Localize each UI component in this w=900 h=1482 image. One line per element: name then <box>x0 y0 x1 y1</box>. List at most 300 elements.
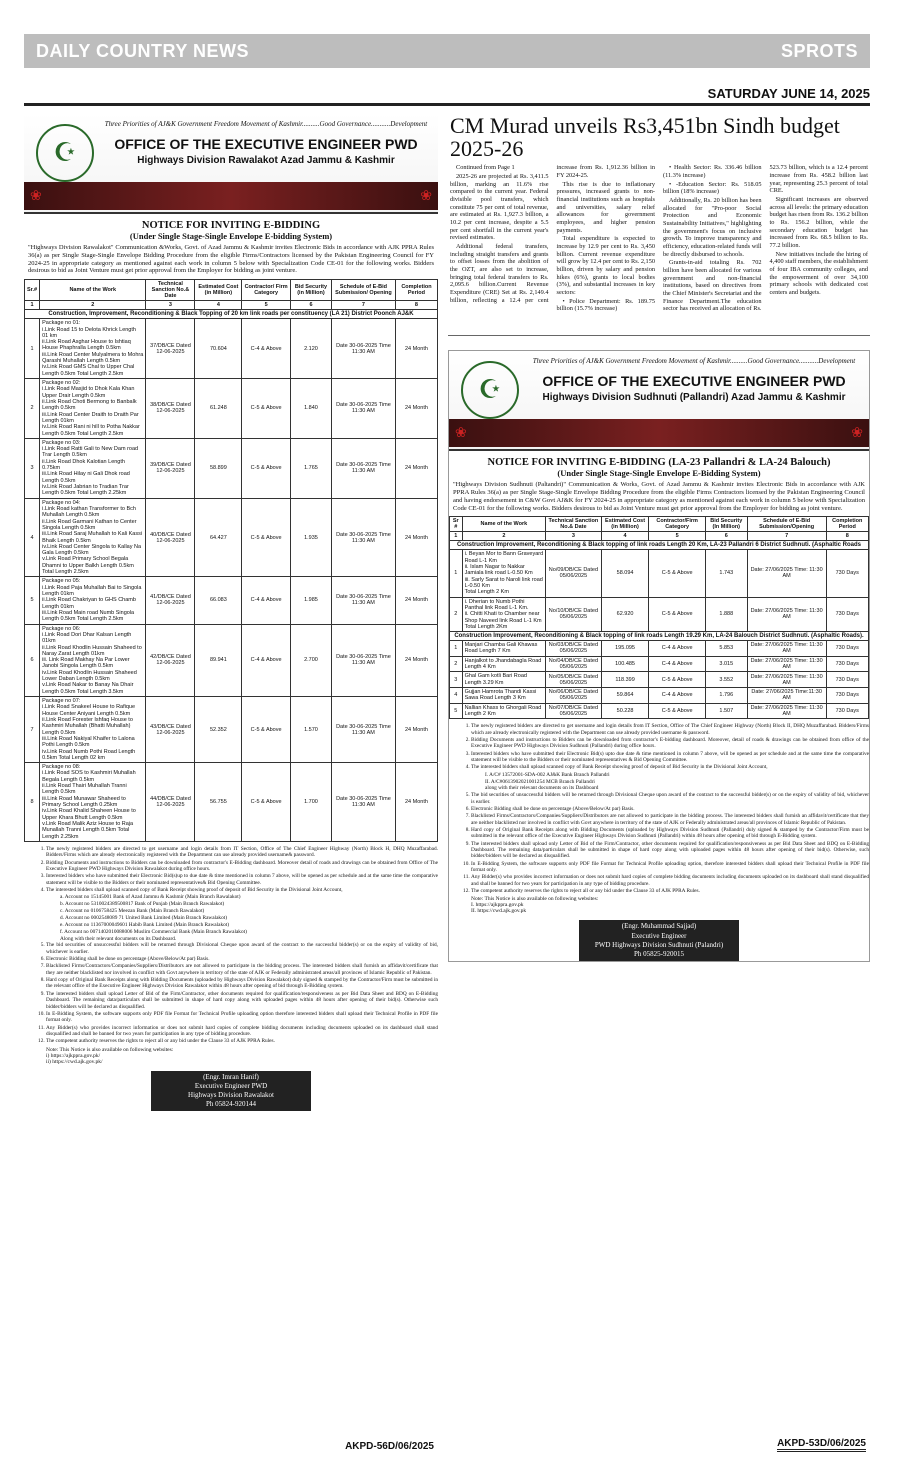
note-label: Note: This Notice is also available on following websites: <box>471 896 599 903</box>
signatory-office: Highways Division Rawalakot <box>188 1090 274 1099</box>
serial-cell: 5 <box>450 703 463 719</box>
article-paragraph: • Health Sector: Rs. 336.46 billion (11.3% increase) <box>663 164 762 179</box>
instruction-item: 10. In E-Bidding System, the software supports only PDF file Format for Technical Profile uploading option, therefore interested bidders shall upload their Technical Profile in PDF file format only. <box>471 861 869 874</box>
column-header: Name of the Work <box>40 280 146 301</box>
ts-cell: 43/DB/CE Dated 12-06-2025 <box>146 697 195 763</box>
sched-cell: Date 30-06-2025 Time 11:30 AM <box>331 763 395 842</box>
websites-note <box>449 896 869 914</box>
sched-cell: Date: 27/06/2025 Time: 11:30 AM <box>747 597 826 632</box>
rawalakot-notice <box>24 114 438 1482</box>
work-line: Ghal Gam kotli Bari Road Length 3.29 Km <box>464 673 527 686</box>
work-line: Nallian Khass to Ghorgali Road Length 2 Km <box>464 704 542 717</box>
serial-cell: 4 <box>450 688 463 704</box>
ts-cell: No/04/DB/CE Dated 05/06/2025 <box>546 656 601 672</box>
table-row <box>450 641 869 657</box>
article-paragraph: • -Education Sector: Rs. 518.05 billion (18% increase) <box>663 180 762 196</box>
instruction-item: 7. Blacklisted Firms/Contractors/Companies/Suppliers/Distributors are not allowed to participate in the bidding process. The interested bidders shall furnish an affidavit/certificate that they are neither blacklisted nor involved in conflict with Govt anywhere in territory of the state of AJK or Federally administrated areas/all provinces of Islamic Republic of Pakistan. <box>46 963 438 976</box>
work-line: ii.Link Road Garmani Kathan to Center Singola Length 0.5km <box>42 518 137 531</box>
column-number: 5 <box>242 301 291 310</box>
sched-cell: Date: 27/06/2025 Time: 11:30 AM <box>747 672 826 688</box>
article-body <box>448 164 870 336</box>
cost-cell: 50.228 <box>601 703 649 719</box>
column-header: Technical Sanction No.& Date <box>146 280 195 301</box>
instruction-item: 5. The bid securities of unsuccessful bidders will be returned through Divisional Cheque upon award of the contract to the successful bidder(s) or on the expiry of validity of bid, whichever is earlier. <box>46 942 438 955</box>
office-title: OFFICE OF THE EXECUTIVE ENGINEER PWD <box>114 136 418 152</box>
cost-cell: 62.920 <box>601 597 649 632</box>
sched-cell: Date 30-06-2025 Time 11:30 AM <box>331 624 395 696</box>
bid-cell: 1.935 <box>290 498 331 577</box>
bid-cell: 2.700 <box>290 624 331 696</box>
section-title: Construction Improvement, Reconditioning & Black topping of link roads Length 19.29 Km, LA-24 Balouch District Sudhnuti. (Asphaltic Roads). <box>450 632 869 641</box>
work-line: iii.Link Road Nakiyal Khaifer to Lalona Pothi Length 0.5km <box>42 735 135 749</box>
signatory-phone: Ph 05825-920015 <box>634 949 684 958</box>
ts-cell: No/07/DB/CE Dated 05/06/2025 <box>546 703 601 719</box>
work-line: iv.Link Road Khalid Shaheen House to Upper Khara Bhutt Length 0.5km <box>42 808 136 821</box>
table-row <box>25 763 438 842</box>
cost-cell: 58.094 <box>601 550 649 597</box>
article-headline[interactable]: CM Murad unveils Rs3,451bn Sindh budget 2025-26 <box>450 114 840 162</box>
serial-cell: 1 <box>450 641 463 657</box>
article-paragraph: New initiatives include the hiring of 4,400 staff members, the establishment of four IBA community colleges, and the empowerment of over 34,100 primary schools with dedicated cost centers and budgets. <box>769 250 869 296</box>
article-paragraph: • Police Department: Rs. 189.75 billion (15.7% increase) <box>556 297 655 313</box>
instruction-item: 5. The bid securities of unsuccessful bidders will be returned through Divisional Cheque upon award of the contract to the successful bidder(s) or on the expiry of validity of bid, whichever is earlier. <box>471 792 869 805</box>
work-name-cell <box>40 697 146 763</box>
section-title: Construction Improvement, Reconditioning & Black topping of link roads Length 20 Km, LA-23 Pallandri 6 District Sudhnuti. (Asphaltic Roads <box>450 541 869 550</box>
instruction-item: 12. The competent authority reserves the rights to reject all or any bid under the Clause 33 of AJK PPRA Rules. <box>471 888 869 894</box>
bid-cell: 1.743 <box>705 550 747 597</box>
notice-subtitle: (Under Single Stage-Single Envelope E-Bidding System) <box>557 468 761 479</box>
table-row <box>450 656 869 672</box>
work-line: Package no 03: <box>42 439 81 446</box>
section-name: SPROTS <box>780 40 858 61</box>
section-row <box>450 632 869 641</box>
division-title: Highways Division Rawalakot Azad Jammu & Kashmir <box>137 155 395 166</box>
sched-cell: Date: 27/06/2025 Time:11:30 AM <box>747 688 826 704</box>
article-paragraph: Significant increases are observed across all levels: the primary education budget has risen from Rs. 136.2 billion to Rs. 156.2 billion, while the secondary education budget has increased from Rs. 68.5 billion to Rs. 77.2 billion. <box>769 195 868 249</box>
work-name-cell <box>40 319 146 379</box>
work-name-cell <box>462 656 546 672</box>
work-line: ii.Link Road Dhok Kalotian Length 0.75km <box>42 458 125 472</box>
work-name-cell <box>40 624 146 696</box>
column-header: Schedule of E-Bid Submission/ Opening <box>331 280 395 301</box>
sched-cell: Date 30-06-2025 Time 11:30 AM <box>331 319 395 379</box>
work-line: iv.Link Road Numb Pothi Road Length 0.5km Total Length 02 km <box>42 748 136 761</box>
cost-cell: 58.899 <box>195 438 242 498</box>
table-row <box>450 703 869 719</box>
column-header: Technical Sanction No.& Date <box>546 517 601 532</box>
signatory-title: Executive Engineer PWD <box>194 1081 268 1090</box>
sched-cell: Date 30-06-2025 Time 11:30 AM <box>331 498 395 577</box>
ts-cell: No/06/DB/CE Dated 05/06/2025 <box>546 688 601 704</box>
instruction-item: 8. Hard copy of Original Bank Receipts along with Bidding Documents (uploaded by Highways Division Rawalakot) duly signed & stamped by the Contractor/Firm must be submitted in the relevant office of the Executive Engineer Highways Division Rawalakot within 48 hours after opening of bid through E-Bidding system. <box>46 977 438 990</box>
instruction-item: 4. The interested bidders shall upload scanned copy of Bank Receipt showing proof of deposit of Bid Security in the Divisional Joint Account, <box>471 764 869 770</box>
table-row <box>25 624 438 696</box>
work-line: Gujjan Hamrota Thandi Kassi Sawa Road Length 3 Km <box>464 689 537 702</box>
work-line: i.Link Road 15 to Delota Khrick Length 01 km <box>42 326 136 339</box>
work-line: iv.Link Road Khodlin Hussain Shaheed Lower Daban Length 0.5km <box>42 669 137 683</box>
instruction-item: 11. Any Bidder(s) who provides incorrect information or does not submit hard copies of complete bidding documents including documents uploaded on its dashboard shall stand disqualified and shall be banned for two years for participation in any type of bidding procedure. <box>471 874 869 887</box>
column-number: 8 <box>395 301 437 310</box>
bid-cell: 1.570 <box>290 697 331 763</box>
work-line: i.Link Road Masjid to Dhok Kala Khan Upper Drair Length 0.5km <box>42 386 135 399</box>
table-row <box>450 672 869 688</box>
ts-cell: No/03/DB/CE Dated 05/06/2025 <box>546 641 601 657</box>
ad-code: AKPD-56D/06/2025 <box>345 1441 434 1452</box>
bank-accounts <box>46 894 438 942</box>
work-name-cell <box>462 641 546 657</box>
period-cell: 24 Month <box>395 319 437 379</box>
signature-block <box>151 1071 311 1111</box>
table-row <box>25 438 438 498</box>
website-link[interactable]: I. https://ajkppra.gov.pk <box>471 902 524 909</box>
work-line: Hanjalkot to Jhandabagla Road Length 4 Km <box>464 657 542 671</box>
work-name-cell <box>40 577 146 624</box>
column-number: 1 <box>25 301 40 310</box>
instruction-item: 3. Interested bidders who have submitted their Electronic Bid(s) upto due date & time mentioned in column 7 above, will be opened as per schedule and at the same time the comparative statement will be visible to the Bidders or their nominated representatives & Bid Opening Committee. <box>471 751 869 764</box>
bid-cell: 1.700 <box>290 763 331 842</box>
serial-cell: 4 <box>25 498 40 577</box>
bank-account: c. Account no 0106758425 Meezan Bank (Main Branch Rawalakot) <box>60 908 205 915</box>
work-line: i.Link Road SOS to Kashmiri Muhallah Begala Length 0.5km <box>42 770 136 783</box>
sched-cell: Date 30-06-2025 Time 11:30 AM <box>331 577 395 624</box>
cat-cell: C-5 & Above <box>649 672 705 688</box>
bank-accounts <box>471 772 869 793</box>
work-line: Package no 01: <box>42 320 81 327</box>
work-line: Package no 05: <box>42 578 81 585</box>
article-paragraph: Grants-in-aid totaling Rs. 702 billion have been allocated for various government and non-financial institutions, based on directives from the Chief Minister's Secretariat and the Finance Department.The education sector has received an allocation of Rs. 523.73 billion, which is a 12.4 percent increase from Rs. 458.2 billion last year, representing 25.3 percent of total CRE. <box>663 164 868 313</box>
bid-cell: 1.796 <box>705 688 747 704</box>
maple-leaf-icon: ❀ <box>420 189 432 204</box>
article-paragraph: Additional federal transfers, including straight transfers and grants to offset losses from the abolition of the OZT, are also set to increase, bringing total federal transfers to Rs. 2,095.6 billion.Current Revenue Expenditure (CRE) Set at Rs. 2,149.4 billion, reflecting a 12.4 per cent increase from Rs. 1,912.36 billion in FY 2024-25. <box>450 164 655 304</box>
maple-leaf-icon: ❀ <box>455 426 467 442</box>
period-cell: 730 Days <box>826 641 869 657</box>
decorative-banner <box>449 419 869 447</box>
bank-account: a. Account no 15145001 Bank of Azad Jammu & Kashmir (Main Branch Rawalakot) <box>60 894 241 901</box>
column-number: 6 <box>290 301 331 310</box>
bid-cell: 1.765 <box>290 438 331 498</box>
column-header: Estimated Cost (in Million) <box>601 517 649 532</box>
office-title: OFFICE OF THE EXECUTIVE ENGINEER PWD <box>542 373 846 390</box>
cost-cell: 100.485 <box>601 656 649 672</box>
column-header: Bid Security (In Million) <box>705 517 747 532</box>
bid-cell: 1.985 <box>290 577 331 624</box>
instruction-item: 2. Bidding Documents and instructions to Bidders can be downloaded from contractor's E-Bidding dashboard. Moreover detail of roads and drawings can be obtained from Office of The Executive Engineer PWD Highways Division Rawalakot during office hours. <box>46 860 438 873</box>
ts-cell: 44/DB/CE Dated 12-06-2025 <box>146 763 195 842</box>
bid-cell: 1.507 <box>705 703 747 719</box>
sched-cell: Date 30-06-2025 Time 11:30 AM <box>331 697 395 763</box>
cat-cell: C-4 & Above <box>649 641 705 657</box>
work-line: Package no 02: <box>42 380 81 386</box>
column-header: Contractor/ Firm Category <box>242 280 291 301</box>
work-line: ii.Link Road Chakriyan to GHS Chamb Length 01km <box>42 597 136 610</box>
column-number: 7 <box>331 301 395 310</box>
website-link[interactable]: ii) https://cwd.ajk.gov.pk/ <box>46 1058 103 1065</box>
priorities-line: Three Priorities of AJ&K Government Freedom Movement of Kashmir..........Good Governance...........Development <box>104 120 428 128</box>
period-cell: 24 Month <box>395 498 437 577</box>
sched-cell: Date 30-06-2025 Time 11:30 AM <box>331 379 395 439</box>
note-label: Note: This Notice is also available on following websites: <box>46 1046 174 1053</box>
work-line: i. Dherian to Numb Pothi Panthal link Road L-1 Km. <box>464 598 529 611</box>
sched-cell: Date 30-06-2025 Time 11:30 AM <box>331 438 395 498</box>
notice-header <box>449 351 869 451</box>
cat-cell: C-4 & Above <box>649 688 705 704</box>
column-header: Name of the Work <box>462 517 546 532</box>
signature-block <box>579 920 739 960</box>
column-header: Completion Period <box>395 280 437 301</box>
bid-cell: 1.888 <box>705 597 747 632</box>
work-line: iii.Link Road Main road Numb Singola Length 0.5km Total Length 2.5km <box>42 609 135 623</box>
cat-cell: C-5 & Above <box>242 379 291 439</box>
work-name-cell <box>462 672 546 688</box>
instruction-item: 1. The newly registered bidders are directed to get username and login details from IT Section, Office of The Chief Engineer Highway (North) Block H, DHQ Muzaffarabad. Bidders/Firms which are already electronically registered with the Department can use already provided username& password. <box>46 846 438 859</box>
table-row <box>25 498 438 577</box>
bid-cell: 3.015 <box>705 656 747 672</box>
works-table <box>449 516 869 719</box>
decorative-banner <box>24 182 438 210</box>
cost-cell: 64.427 <box>195 498 242 577</box>
bank-account: along with their relevant documents on its Dashboard <box>485 785 599 792</box>
instruction-item: 8. Hard copy of Original Bank Receipts along with Bidding Documents (uploaded by Highways Division Sudhnuti (Pallandri) duly signed & stamped by the Contractor/Firm must be submitted in the relevant office of the Executive Engineer Highways Division Sudhnuti (Pallandri) within 48 hours after opening of bid through E-Bidding system. <box>471 827 869 840</box>
notice-title: NOTICE FOR INVITING E-BIDDING <box>141 220 321 231</box>
article-paragraph: This rise is due to inflationary pressures, increased grants to non-financial institutions such as hospitals and universities, salary relief allowances for government employees, and higher pension payments. <box>556 180 655 234</box>
work-line: i.Link Road Paja Muhallah Bai to Singola Length 01km <box>42 584 142 597</box>
column-header: Estimated Cost (in Million) <box>195 280 242 301</box>
article-paragraph: Additionally, Rs. 20 billion has been allocated for "Pro-poor Social Protection and Economic Sustainability Initiatives," highlighting the government's focus on inclusive growth. To improve transparency and efficiency, education-related funds will be directly disbursed to schools. <box>663 196 762 258</box>
table-row <box>450 688 869 704</box>
serial-cell: 1 <box>450 550 463 597</box>
period-cell: 24 Month <box>395 763 437 842</box>
instruction-item: 9. The interested bidders shall upload only Letter of Bid of the Firm/Contractor, other documents required for qualification/responsiveness as per Bid Data Sheet and BDQ on E-Bidding Dashboard. The remaining data/particulars shall be submitted in shape of hard copy along with uploaded pages within 48 hours after opening of their bid(s). Otherwise, such bidder/bidders will be declared as disqualified. <box>471 841 869 860</box>
period-cell: 730 Days <box>826 672 869 688</box>
period-cell: 24 Month <box>395 438 437 498</box>
column-number: 6 <box>705 532 747 541</box>
work-line: Package no 07: <box>42 698 81 704</box>
table-row <box>25 577 438 624</box>
cost-cell: 56.755 <box>195 763 242 842</box>
work-line: iii.Link Road Munawar Shaheed to Primary School Length 0.25km <box>42 795 126 808</box>
work-name-cell <box>462 597 546 632</box>
period-cell: 730 Days <box>826 550 869 597</box>
work-line: ii.Link Road Forester Ishfaq House to Kashmiri Muhallah (Bhatti Muhallah) Length 0.5km <box>42 716 133 736</box>
serial-cell: 6 <box>25 624 40 696</box>
table-row <box>25 379 438 439</box>
maple-leaf-icon: ❀ <box>30 189 42 204</box>
period-cell: 730 Days <box>826 688 869 704</box>
ts-cell: 41/DB/CE Dated 12-06-2025 <box>146 577 195 624</box>
sudhnuti-notice <box>448 350 870 962</box>
article-paragraph: 2025-26 are projected at Rs. 3,411.5 billion, marking an 11.6% rise compared to the current year. Federal divisible pool transfers, which constitute 75 per cent of total revenue, are estimated at Rs. 1,927.3 billion, a 10.2 per cent increase, despite a 5.5 per cent shortfall in the current year's revised estimates. <box>450 172 549 242</box>
column-number: 2 <box>462 532 546 541</box>
bank-account: I. A/C# 13572001-SDA-002 AJ&K Bank Branch Pallandri <box>485 771 610 778</box>
notice-title: NOTICE FOR INVITING E-BIDDING (LA-23 Pallandri & LA-24 Balouch) <box>487 457 831 469</box>
work-line: Total Length 2Km <box>464 623 508 630</box>
bank-account: b. Account no 5310024389500817 Bank of Punjab (Main Branch Rawalakot) <box>60 901 225 908</box>
period-cell: 730 Days <box>826 703 869 719</box>
work-line: iii.Link Road Center Draith to Draith Par Length 01km <box>42 411 139 424</box>
period-cell: 24 Month <box>395 697 437 763</box>
work-line: iii.Link Road Hilay ni Gali Dhok road Length 0.5km <box>42 471 130 484</box>
cost-cell: 70.604 <box>195 319 242 379</box>
bid-cell: 2.120 <box>290 319 331 379</box>
cost-cell: 118.399 <box>601 672 649 688</box>
signatory-phone: Ph 05824-920144 <box>206 1099 256 1108</box>
column-header: Schedule of E-Bid Submission/Opening <box>747 517 826 532</box>
instruction-item: 12. The competent authority reserves the rights to reject all or any bid under the Clause 33 of AJK PPRA Rules. <box>46 1038 438 1044</box>
cost-cell: 59.864 <box>601 688 649 704</box>
cost-cell: 66.083 <box>195 577 242 624</box>
work-line: iii.Link Road Saraj Muhallah to Kali Kassi Bhaik Length 0.5km <box>42 531 143 544</box>
work-line: i.Link Road Snakeel House to Rafique House Center Aniyani Length 0.5km <box>42 704 136 717</box>
work-name-cell <box>462 688 546 704</box>
work-name-cell <box>40 379 146 439</box>
column-number: 3 <box>146 301 195 310</box>
period-cell: 24 Month <box>395 577 437 624</box>
instruction-item: 4. The interested bidders shall upload scanned copy of Bank Receipt showing proof of deposit of Bid Security in the Divisional Joint Account, <box>46 887 438 893</box>
works-table <box>24 279 438 842</box>
paper-name: DAILY COUNTRY NEWS <box>36 40 250 61</box>
ts-cell: No/09/DB/CE Dated 05/06/2025 <box>546 550 601 597</box>
column-header: Bid Security (in Million) <box>290 280 331 301</box>
instruction-item: 2. Bidding Documents and instructions to Bidders can be downloaded from contractor's E-bidding dashboard. Moreover, detail of roads & drawings can be obtained from office of the Executive Engineer PWD Highways Division Sudhnuti (Pallandri) during office hours. <box>471 737 869 750</box>
instruction-item: 3. Interested bidders who have submitted their Electronic Bid(s)up to due date & time mentioned in column 7 above, will be opened as per schedule and at the same time the comparative statement will be visible to the Bidders or their nominated representatives& Bid Opening Committee. <box>46 873 438 886</box>
sched-cell: Date: 27/06/2025 Time: 11:30 AM <box>747 550 826 597</box>
websites-note <box>24 1047 438 1065</box>
column-number: 4 <box>601 532 649 541</box>
cat-cell: C-5 & Above <box>649 597 705 632</box>
column-header: Contractor/Firm Category <box>649 517 705 532</box>
notice-header <box>24 114 438 214</box>
work-line: iii. Sarly Sarat to Naroli link road L-0.50 Km <box>464 576 543 589</box>
signatory-name: (Engr. Imran Hanif) <box>203 1072 259 1081</box>
cat-cell: C-5 & Above <box>242 438 291 498</box>
instruction-item: 1. The newly registered bidders are directed to get username and login details from IT Section, Office of The Chief Engineer Highway (North) Block II, DHQ Muzaffarabad. Bidders/Firms which are already electronically registered with the Department can use already provided username & password. <box>471 723 869 736</box>
period-cell: 730 Days <box>826 597 869 632</box>
bid-cell: 3.552 <box>705 672 747 688</box>
table-row <box>25 319 438 379</box>
period-cell: 730 Days <box>826 656 869 672</box>
signatory-name: (Engr. Muhammad Sajjad) <box>621 922 697 931</box>
work-line: i.Link Road Ratti Gali to New Dam road Trar Length 0.5km <box>42 446 139 459</box>
work-line: iv.Link Road Center Singola to Kallay Na Gala Length 0.5km <box>42 543 142 557</box>
ajk-emblem-icon: ☪ <box>461 361 519 419</box>
work-line: Manjari Chamba Gali Khawas Road Length 7 Km <box>464 642 538 655</box>
cost-cell: 195.095 <box>601 641 649 657</box>
notice-intro: "Highways Division Sudhnuti (Paltandri)" Communication & Works, Govt. of Azad Jammu & Kashmir invites Electronic Bids in accordance with AJK PPRA Rules 36(a) as per Single Stage-Single Envelope Bidding Procedure from the eligible Firms Contractors licensed by the Pakistan Engineering Council and having endorsement in C&W Govt AJ&K for FY 2024-25 in appropriate category as mentioned against each work in column 5 below with Specialization Code CE-01 for the following works. Bidders desirous to bid as Joint Venture must get prior approval from the Employer for bidding as joint venture. <box>453 481 865 512</box>
sched-cell: Date: 27/06/2025 Time: 11:30 AM <box>747 641 826 657</box>
masthead <box>24 34 870 68</box>
maple-leaf-icon: ❀ <box>851 426 863 442</box>
instructions-list <box>24 846 438 1045</box>
instruction-item: 7. Blacklisted Firms/Contractors/Companies/Suppliers/Distributors are not allowed to participate in the bidding process. The interested bidders shall furnish an affidavit/certificate that they are neither blacklisted nor involved in conflict with Govt anywhere in territory of the state of AJK or Federally administrated areas/all provinces of Islamic Republic of Pakistan. <box>471 813 869 826</box>
table-row <box>450 597 869 632</box>
article-paragraph: Continued from Page 1 <box>456 164 515 172</box>
ts-cell: 38/DB/CE Dated 12-06-2025 <box>146 379 195 439</box>
website-link[interactable]: II. https://cwd.ajk.gov.pk <box>471 908 527 915</box>
priorities-line: Three Priorities of AJ&K Government Freedom Movement of Kashmir..........Good Governance...........Development <box>532 357 856 366</box>
ts-cell: No/10/DB/CE Dated 05/06/2025 <box>546 597 601 632</box>
serial-cell: 3 <box>450 672 463 688</box>
work-line: iv.Link Road Jabrian to Tradian Trar Length 0.5km Total Length 2.25km <box>42 484 129 497</box>
cat-cell: C-4 & Above <box>242 577 291 624</box>
cat-cell: C-4 & Above <box>242 624 291 696</box>
serial-cell: 2 <box>25 379 40 439</box>
instruction-item: 6. Electronic Bidding shall be done on percentage (Above/Below/At par) Basis. <box>46 956 438 962</box>
work-line: Package no 08: <box>42 764 81 771</box>
work-line: Total Length 2 Km <box>464 589 509 596</box>
website-link[interactable]: i) https://ajkppra.gov.pk/ <box>46 1052 101 1059</box>
cat-cell: C-5 & Above <box>649 703 705 719</box>
work-line: iii. Link Road Makhay Na Par Lower Janobi Singola Length 0.5km <box>42 657 130 670</box>
ts-cell: 37/DB/CE Dated 12-06-2025 <box>146 319 195 379</box>
work-line: ii.Link Road Choti Bermong to Banbalk Length 0.5km <box>42 398 137 412</box>
work-line: iv.Link Road Rani ni hill to Potha Nakkar Length 0.5km Total Length 2.5km <box>42 424 140 437</box>
column-header: Sr.# <box>25 280 40 301</box>
ajk-emblem-icon: ☪ <box>36 124 94 182</box>
ts-cell: 42/DB/CE Dated 12-06-2025 <box>146 624 195 696</box>
article-paragraph: Total expenditure is expected to increase by 12.9 per cent to Rs. 3,450 billion. Current revenue expenditure will grow by 12.4 per cent to Rs. 2,150 billion, driven by salary and pension hikes (6%), grants to local bodies (3%), and substantial increases in key sectors: <box>556 235 655 296</box>
work-line: iv.Link Road GMS Chal to Upper Chal Length 0.5km Total Length 2.5km <box>42 364 135 377</box>
table-row <box>25 697 438 763</box>
bank-account: II. A/C#0613902021001254 MCB Branch Pallandri <box>485 778 595 785</box>
cat-cell: C-4 & Above <box>649 656 705 672</box>
bid-cell: 5.853 <box>705 641 747 657</box>
section-row <box>450 541 869 550</box>
ad-code: AKPD-53D/06/2025 <box>777 1438 866 1452</box>
ts-cell: 39/DB/CE Dated 12-06-2025 <box>146 438 195 498</box>
cat-cell: C-4 & Above <box>242 319 291 379</box>
ts-cell: No/05/DB/CE Dated 05/06/2025 <box>546 672 601 688</box>
dateline: SATURDAY JUNE 14, 2025 <box>24 86 870 106</box>
work-line: ii.Link Road Khodlin Hussain Shaheed to Naray Zarat Length 01km <box>42 644 142 657</box>
column-number: 1 <box>450 532 463 541</box>
bank-account: Along with their relevant documents on its Dashboard. <box>60 935 177 942</box>
section-row <box>25 310 438 319</box>
column-header: Sr # <box>450 517 463 532</box>
cat-cell: C-5 & Above <box>242 498 291 577</box>
instruction-item: 6. Electronic Bidding shall be done on percentage (Above/Below/At par) Basis. <box>471 806 869 812</box>
instructions-list <box>449 723 869 894</box>
work-line: i.Link Road kathan Transformer to Bch Muhallah Length 0.5km <box>42 505 136 519</box>
ts-cell: 40/DB/CE Dated 12-06-2025 <box>146 498 195 577</box>
bank-account: d. Account no 0002548089 71 United Bank Limited (Main Branch Rawalakot) <box>60 914 227 921</box>
work-name-cell <box>40 498 146 577</box>
serial-cell: 5 <box>25 577 40 624</box>
right-column <box>448 114 870 1482</box>
instruction-item: 11. Any Bidder(s) who provides incorrect information or does not submit hard copies of complete bidding documents including documents uploaded on its dashboard shall stand disqualified and shall be banned for two years for participation in any type of bidding procedure. <box>46 1025 438 1038</box>
work-line: iii.Link Road Center Mulyalmera to Mohra Qarashi Muhallah Length 0.5km <box>42 351 144 365</box>
work-line: ii. Chitti Khati to Chamber near Shop Naveed link Road L-1 Km <box>464 611 542 624</box>
serial-cell: 3 <box>25 438 40 498</box>
sched-cell: Date: 27/06/2025 Time: 11:30 AM <box>747 656 826 672</box>
cost-cell: 52.352 <box>195 697 242 763</box>
column-number: 3 <box>546 532 601 541</box>
work-line: i. Beyan Mor to Bann Graveyard Road L-1 Km <box>464 551 544 564</box>
column-number: 2 <box>40 301 146 310</box>
signatory-title: Executive Engineer <box>631 931 687 940</box>
work-line: v.Link Road Malik Aziz House to Raja Munallah Tranni Length 0.5km Total Length 2.25km <box>42 820 134 840</box>
cost-cell: 89.941 <box>195 624 242 696</box>
work-name-cell <box>40 438 146 498</box>
serial-cell: 1 <box>25 319 40 379</box>
notice-subtitle: (Under Single Stage-Single Envelope E-bidding System) <box>129 231 333 241</box>
work-name-cell <box>40 763 146 842</box>
work-line: i.Link Road Dori Dhar Kalsan Length 01km <box>42 631 132 645</box>
work-name-cell <box>462 550 546 597</box>
column-header: Completion Period <box>826 517 869 532</box>
table-row <box>450 550 869 597</box>
serial-cell: 7 <box>25 697 40 763</box>
notice-intro: "Highways Division Rawalakot" Communication &Works, Govt. of Azad Jammu & Kashmir invites Electronic Bids in accordance with AJK PPRA Rules 36(a) as per Single Stage-Single Envelope Bidding Procedure from the eligible Firms/Contractors licensed by the Pakistan Engineering Council for FY 2024-25 in appropriate category as mentioned against each work in column 5 below with Specialization Code CE-01 for the following works. Bidders desirous to bid as Joint Venture must get prior approval from the Employer for bidding as joint venture. <box>28 244 434 275</box>
